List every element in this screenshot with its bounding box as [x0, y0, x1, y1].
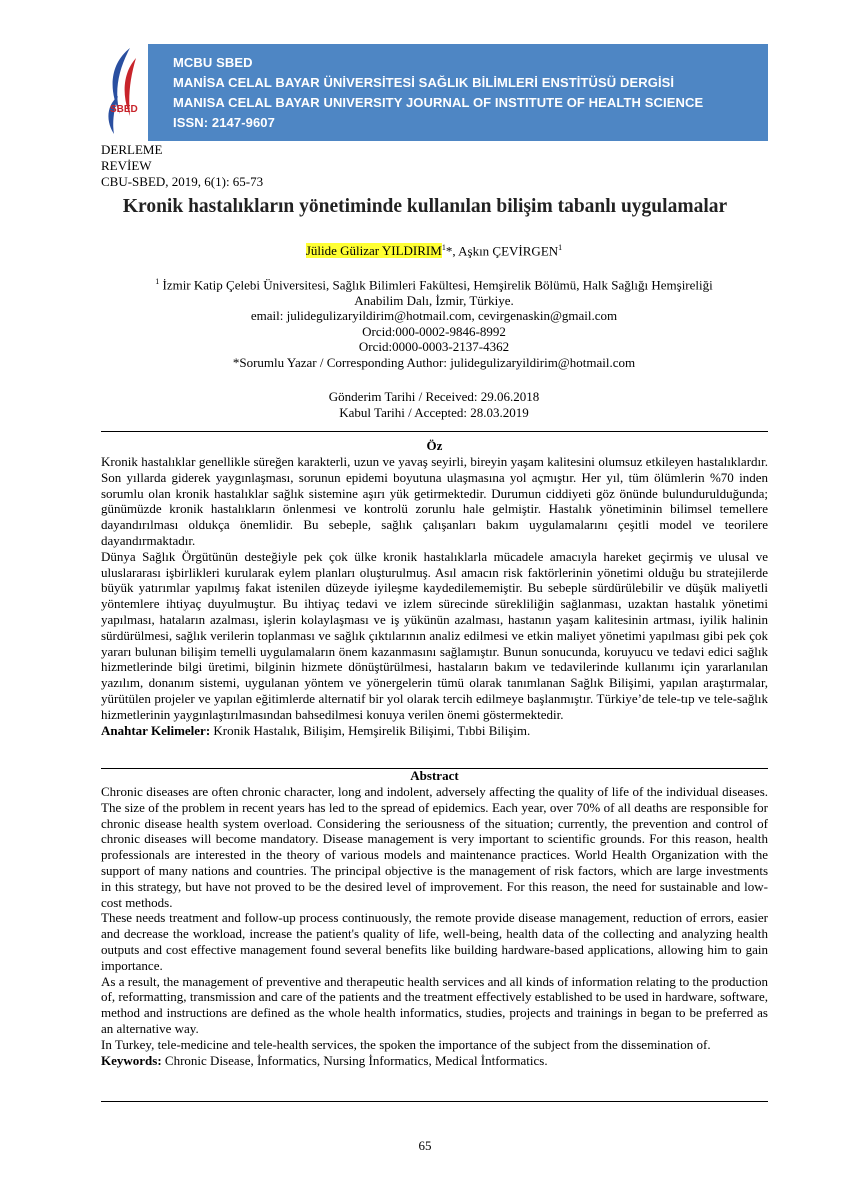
abstract-paragraph-4: In Turkey, tele-medicine and tele-health services, the spoken the importance of the subject from the dissemination of. — [101, 1036, 711, 1052]
journal-banner — [100, 44, 768, 141]
abstract-heading: Abstract — [410, 768, 459, 783]
orcid-2: Orcid:0000-0003-2137-4362 — [358, 339, 510, 355]
author-2-sup: 1 — [558, 243, 563, 252]
divider-top — [101, 431, 768, 432]
page-number: 65 — [418, 1138, 432, 1153]
orcid-1: Orcid:000-0002-9846-8992 — [362, 323, 506, 339]
oz-section — [101, 454, 768, 738]
affiliation-line-2: Anabilim Dalı, İzmir, Türkiye. — [354, 292, 514, 308]
citation: CBU-SBED, 2019, 6(1): 65-73 — [101, 174, 264, 189]
article-title: Kronik hastalıkların yönetiminde kullanılan bilişim tabanlı uygulamalar — [122, 196, 728, 217]
oz-heading: Öz — [426, 438, 443, 453]
affiliation — [100, 274, 768, 370]
abstract-keywords-label: Keywords: — [101, 1052, 162, 1068]
article-type-en: REVİEW — [101, 158, 152, 173]
abstract-section — [101, 784, 768, 1068]
journal-name-en: MANISA CELAL BAYAR UNIVERSITY JOURNAL OF INSTITUTE OF HEALTH SCIENCE — [173, 95, 704, 110]
journal-header-band — [148, 44, 768, 141]
submission-dates — [100, 389, 768, 420]
authors — [100, 240, 768, 259]
divider-bottom — [101, 1101, 768, 1102]
affiliation-line-1: İzmir Katip Çelebi Üniversitesi, Sağlık Bilimleri Fakültesi, Hemşirelik Bölümü, Halk Sağlığı Hemşireliği — [159, 277, 713, 293]
author-1: Jülide Gülizar YILDIRIM — [305, 243, 442, 259]
accepted-date: Kabul Tarihi / Accepted: 28.03.2019 — [339, 404, 529, 420]
journal-logo — [100, 44, 148, 141]
article-type-tr: DERLEME — [101, 142, 163, 157]
corresponding-author: *Sorumlu Yazar / Corresponding Author: julidegulizaryildirim@hotmail.com — [232, 354, 636, 370]
author-emails: email: julidegulizaryildirim@hotmail.com, cevirgenaskin@gmail.com — [250, 308, 618, 324]
abstract-keywords-text: Chronic Disease, İnformatics, Nursing İnformatics, Medical İntformatics. — [161, 1052, 548, 1068]
author-1-sup: 1 — [441, 243, 446, 252]
oz-keywords-label: Anahtar Kelimeler: — [101, 722, 211, 738]
oz-paragraph-2: Dünya Sağlık Örgütünün desteğiyle pek çok ülke kronik hastalıklarla mücadele amacıyla hareket geçirmiş ve ulusal ve uluslararası işbirlikleri kurularak eylem planları oluşturulmuş. Asıl amacın risk faktörlerinin yönetimi olduğu bu stratejilerde büyük yatırımlar yapılmış fakat istenilen düzeyde iyileşme kaydedilememiştir. Bu sebeple sürdürülebilir ve düşük maliyetli yöntemlere ihtiyaç duyulmuştur. Bu ihtiyaç tedavi ve izlem sürecinde sürekliliğin sağlanması, uzaktan hastalık yönetimi yapılması, hataların azalması, işlerin kolaylaşması ve iş yükünün azalması, hastanın yaşam kalitesinin artması, iyilik halinin sürdürülmesi, sağlık verilerin toplanması ve sağlık çıktılarının analiz edilmesi ve etkin maliyet yönetimi yapılması gibi pek çok yararı bulunan bilişim temelli uygulamaların önem kazanmasını sağlamıştır. Bunun sonucunda, koruyucu ve tedavi edici sağlık hizmetlerinde bilgi üretimi, bilginin hizmete dönüştürülmesi, hastaların bakım ve tedavilerinde kullanımı için yararlanılan yazılım, donanım sistemi, uygulanan yöntem ve yönergelerin tümü olarak tanımlanan Sağlık Bilişimi, yapılan araştırmalar, yürütülen projeler ve yapılan eğitimlerde alternatif bir yol olarak tercih edilmeye başlanmıştır. Türkiye’de tele-tıp ve tele-sağlık hizmetlerinin yaygınlaştırılmasından bahsedilmesi konuya verilen önemi göstermektedir. — [101, 548, 768, 722]
oz-paragraph-1: Kronik hastalıklar genellikle süreğen karakterli, uzun ve yavaş seyirli, bireyin yaşam kalitesini olumsuz etkileyen hastalıklardır. Son yıllarda giderek yaygınlaşması, sorunun epidemi boyutuna ulaşmasına yol açmıştır. Her yıl, tüm ölümlerin %70 inden sorumlu olan kronik hastalıklar sağlık sistemine aşırı yük getirmektedir. Durumun ciddiyeti göz önünde bulundurulduğunda; günümüzde kronik hastalıkların önlenmesi ve kontrolü zorunlu hale gelmiştir. Hastalık yönetiminin bilimsel temellere dayandırılması oldukça önemlidir. Bu sebeple, sağlık çalışanları bakım uygulamalarını çeşitli model ve teorilere dayandırmaktadır. — [101, 454, 768, 548]
abstract-paragraph-2: These needs treatment and follow-up process continuously, the remote provide disease management, reduction of errors, easier and decrease the workload, increase the patient's quality of life, well-being, health data of the collecting and analyzing health outputs and cost effective management found several benefits like building hardware-based applications, allowing him to gain importance. — [101, 910, 768, 973]
abstract-paragraph-3: As a result, the management of preventive and therapeutic health services and all kinds of information relating to the production of, reformatting, transmission and care of the patients and the treatment effectively established to be used in hardware, software, method and instructions are defined as the whole health informatics, studies, projects and trainings in began to be preferred as an alternative way. — [101, 973, 768, 1036]
affiliation-sup: 1 — [155, 277, 160, 286]
oz-keywords — [101, 723, 768, 739]
abstract-paragraph-1: Chronic diseases are often chronic character, long and indolent, adversely affecting the quality of life of the individual diseases. The size of the problem in recent years has led to the spread of epidemics. Each year, over 70% of all deaths are responsible for chronic disease health system overload. Considering the seriousness of the situation; currently, the prevention and control of chronic diseases will become mandatory. Disease management is very important to scientific grounds. For this reason, health professionals are interested in the theory of various models and maintenance practices. World Health Organization with the support of many nations and countries. The principal objective is the management of risk factors, which are large investments in this strategy, but have not proved to be the desired level of improvement. For this reason, the need for sustainable and low-cost methods. — [101, 784, 768, 910]
received-date: Gönderim Tarihi / Received: 29.06.2018 — [328, 389, 540, 404]
corresponding-mark: *, — [445, 243, 459, 259]
logo-text: SBED — [110, 104, 138, 115]
journal-issn: ISSN: 2147-9607 — [173, 115, 275, 130]
abstract-keywords — [101, 1053, 768, 1069]
journal-name-tr: MANİSA CELAL BAYAR ÜNİVERSİTESİ SAĞLIK BİLİMLERİ ENSTİTÜSÜ DERGİSİ — [173, 75, 675, 90]
author-2: Aşkın ÇEVİRGEN — [458, 243, 559, 259]
oz-keywords-text: Kronik Hastalık, Bilişim, Hemşirelik Bilişimi, Tıbbi Bilişim. — [210, 722, 531, 738]
journal-abbrev: MCBU SBED — [173, 55, 253, 70]
